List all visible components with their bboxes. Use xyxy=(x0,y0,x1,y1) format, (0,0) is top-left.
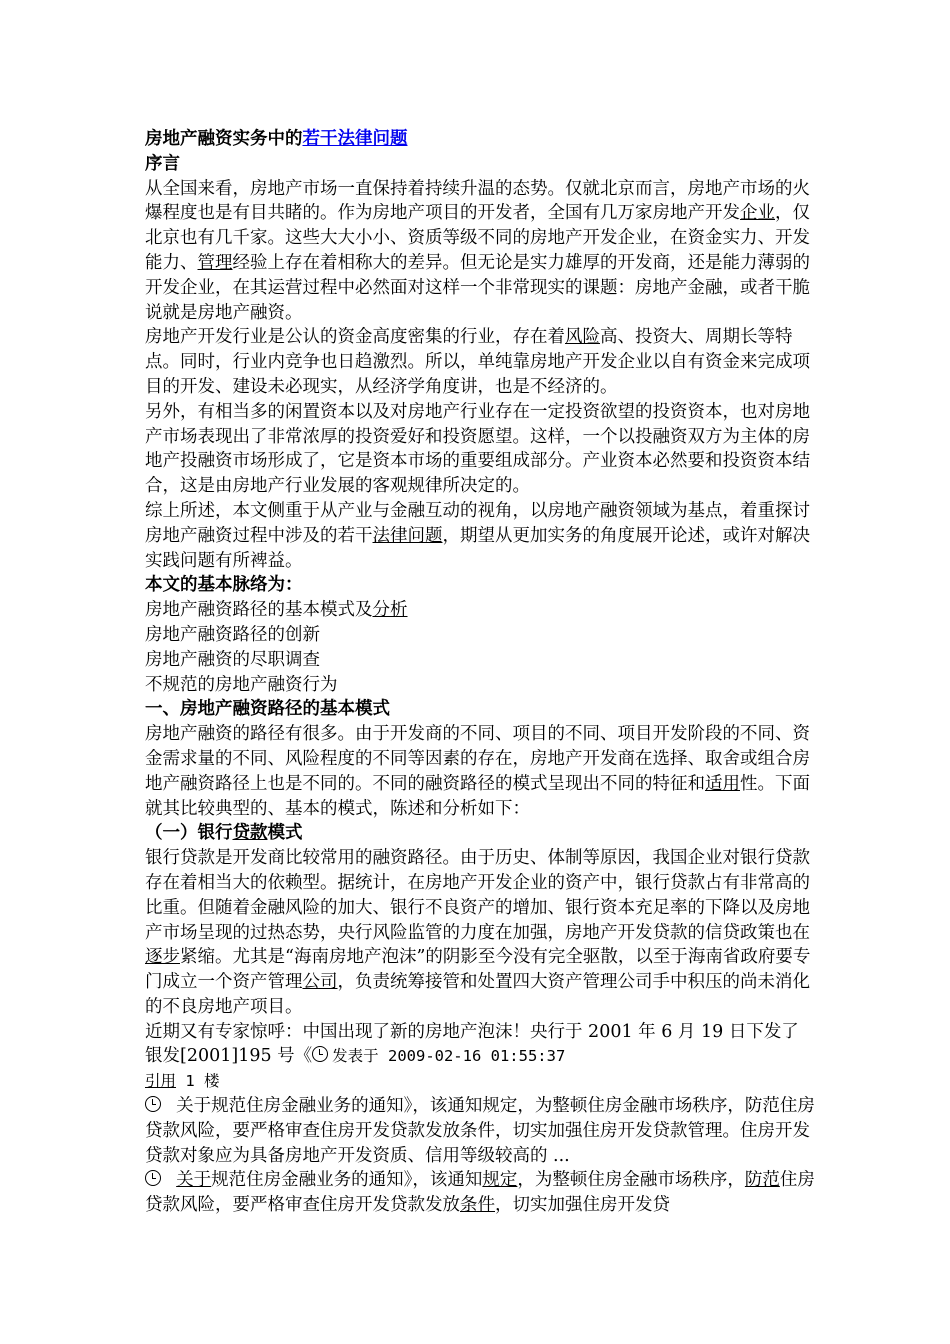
paragraph-1: 从全国来看，房地产市场一直保持着持续升温的态势。仅就北京而言，房地产市场的火爆程度也是有目共睹的。作为房地产项目的开发者，全国有几万家房地产开发企业，仅北京也有几千家。这些大大小小、资质等级不同的房地产开发企业，在资金实力、开发能力、管理经验上存在着相称大的差异。但无论是实力雄厚的开发商，还是能力薄弱的开发企业，在其运营过程中必然面对这样一个非常现实的课题：房地产金融，或者干脆说就是房地产融资。 xyxy=(145,178,810,323)
link-fengxian[interactable]: 风险 xyxy=(565,327,600,348)
outline-item-2: 房地产融资路径的创新 xyxy=(145,624,320,645)
section-1-heading: 一、房地产融资路径的基本模式 xyxy=(145,699,390,720)
outline-item-4: 不规范的房地产融资行为 xyxy=(145,674,338,695)
outline-item-3: 房地产融资的尽职调查 xyxy=(145,649,320,670)
floor-number: 1 楼 xyxy=(176,1072,220,1091)
paragraph-3: 另外，有相当多的闲置资本以及对房地产行业存在一定投资欲望的投资资本，也对房地产市场表现出了非常浓厚的投资爱好和投资愿望。这样，一个以投融资双方为主体的房地产投融资市场形成了，它是资本市场的重要组成部分。产业资本必然要和投资资本结合，这是由房地产行业发展的客观规律所决定的。 xyxy=(145,401,810,497)
paragraph-5: 房地产融资的路径有很多。由于开发商的不同、项目的不同、项目开发阶段的不同、资金需求量的不同、风险程度的不同等因素的存在，房地产开发商在选择、取舍或组合房地产融资路径上也是不同的。不同的融资路径的模式呈现出不同的特征和适用性。下面就其比较典型的、基本的模式，陈述和分析如下： xyxy=(145,724,810,819)
link-falvwenti[interactable]: 法律问题 xyxy=(372,525,443,546)
link-guiding[interactable]: 规定 xyxy=(482,1170,518,1191)
link-fenxi[interactable]: 分析 xyxy=(372,600,408,621)
link-tiaojian[interactable]: 条件 xyxy=(460,1195,495,1216)
link-gongsi[interactable]: 公司 xyxy=(302,972,338,993)
link-guanli[interactable]: 管理 xyxy=(197,252,233,273)
outline-heading: 本文的基本脉络为： xyxy=(145,575,303,596)
paragraph-4: 综上所述，本文侧重于从产业与金融互动的视角，以房地产融资领域为基点，着重探讨房地产融资过程中涉及的若干法律问题，期望从更加实务的角度展开论述，或许对解决实践问题有所裨益。 xyxy=(145,500,810,571)
clock-icon xyxy=(145,1170,161,1186)
subsection-1-heading: （一）银行贷款模式 xyxy=(145,823,303,844)
title-link[interactable]: 若干法律问题 xyxy=(302,129,408,149)
link-guanyu[interactable]: 关于 xyxy=(176,1170,212,1191)
clock-icon xyxy=(312,1046,328,1062)
link-zhubu[interactable]: 逐步 xyxy=(145,947,180,968)
paragraph-7: 近期又有专家惊呼：中国出现了新的房地产泡沫！央行于 2001 年 6 月 19 日下发了银发[2001]195 号《 发表于 2009-02-16 01:55:37 xyxy=(145,1021,799,1067)
outline-item-1: 房地产融资路径的基本模式及分析 xyxy=(145,600,408,621)
link-fangfan[interactable]: 防范 xyxy=(744,1170,780,1191)
clock-icon xyxy=(145,1096,161,1112)
quote-paragraph-1: 关于规范住房金融业务的通知》，该通知规定，为整顿住房金融市场秩序，防范住房贷款风险，要严格审查住房开发贷款发放条件，切实加强住房开发贷款管理。住房开发贷款对象应为具备房地产开发资质、信用等级较高的 ... xyxy=(145,1096,815,1166)
document-page xyxy=(145,127,815,1218)
reply-line xyxy=(145,1069,815,1094)
paragraph-2: 房地产开发行业是公认的资金高度密集的行业，存在着风险高、投资大、周期长等特点。同时，行业内竞争也日趋激烈。所以，单纯靠房地产开发企业以自有资金来完成项目的开发、建设未必现实，从经济学角度讲，也是不经济的。 xyxy=(145,327,810,397)
link-daikuan[interactable]: 贷款 xyxy=(232,823,268,844)
quote-link[interactable]: 引用 xyxy=(145,1072,177,1091)
quote-paragraph-2: 关于规范住房金融业务的通知》，该通知规定，为整顿住房金融市场秩序，防范住房贷款风险，要严格审查住房开发贷款发放条件，切实加强住房开发贷 xyxy=(145,1170,815,1216)
link-shiyong[interactable]: 适用 xyxy=(705,773,740,794)
preface-heading: 序言 xyxy=(145,153,180,174)
link-qiye[interactable]: 企业 xyxy=(740,203,775,224)
document-title: 房地产融资实务中的若干法律问题 xyxy=(145,129,408,149)
post-timestamp: 发表于 2009-02-16 01:55:37 xyxy=(332,1047,566,1066)
paragraph-6: 银行贷款是开发商比较常用的融资路径。由于历史、体制等原因，我国企业对银行贷款存在着相当大的依赖型。据统计，在房地产开发企业的资产中，银行贷款占有非常高的比重。但随着金融风险的加大、银行不良资产的增加、银行资本充足率的下降以及房地产市场呈现的过热态势，央行风险监管的力度在加强，房地产开发贷款的信贷政策也在逐步紧缩。尤其是“海南房地产泡沫”的阴影至今没有完全驱散，以至于海南省政府要专门成立一个资产管理公司，负责统筹接管和处置四大资产管理公司手中积压的尚未消化的不良房地产项目。 xyxy=(145,848,811,1017)
